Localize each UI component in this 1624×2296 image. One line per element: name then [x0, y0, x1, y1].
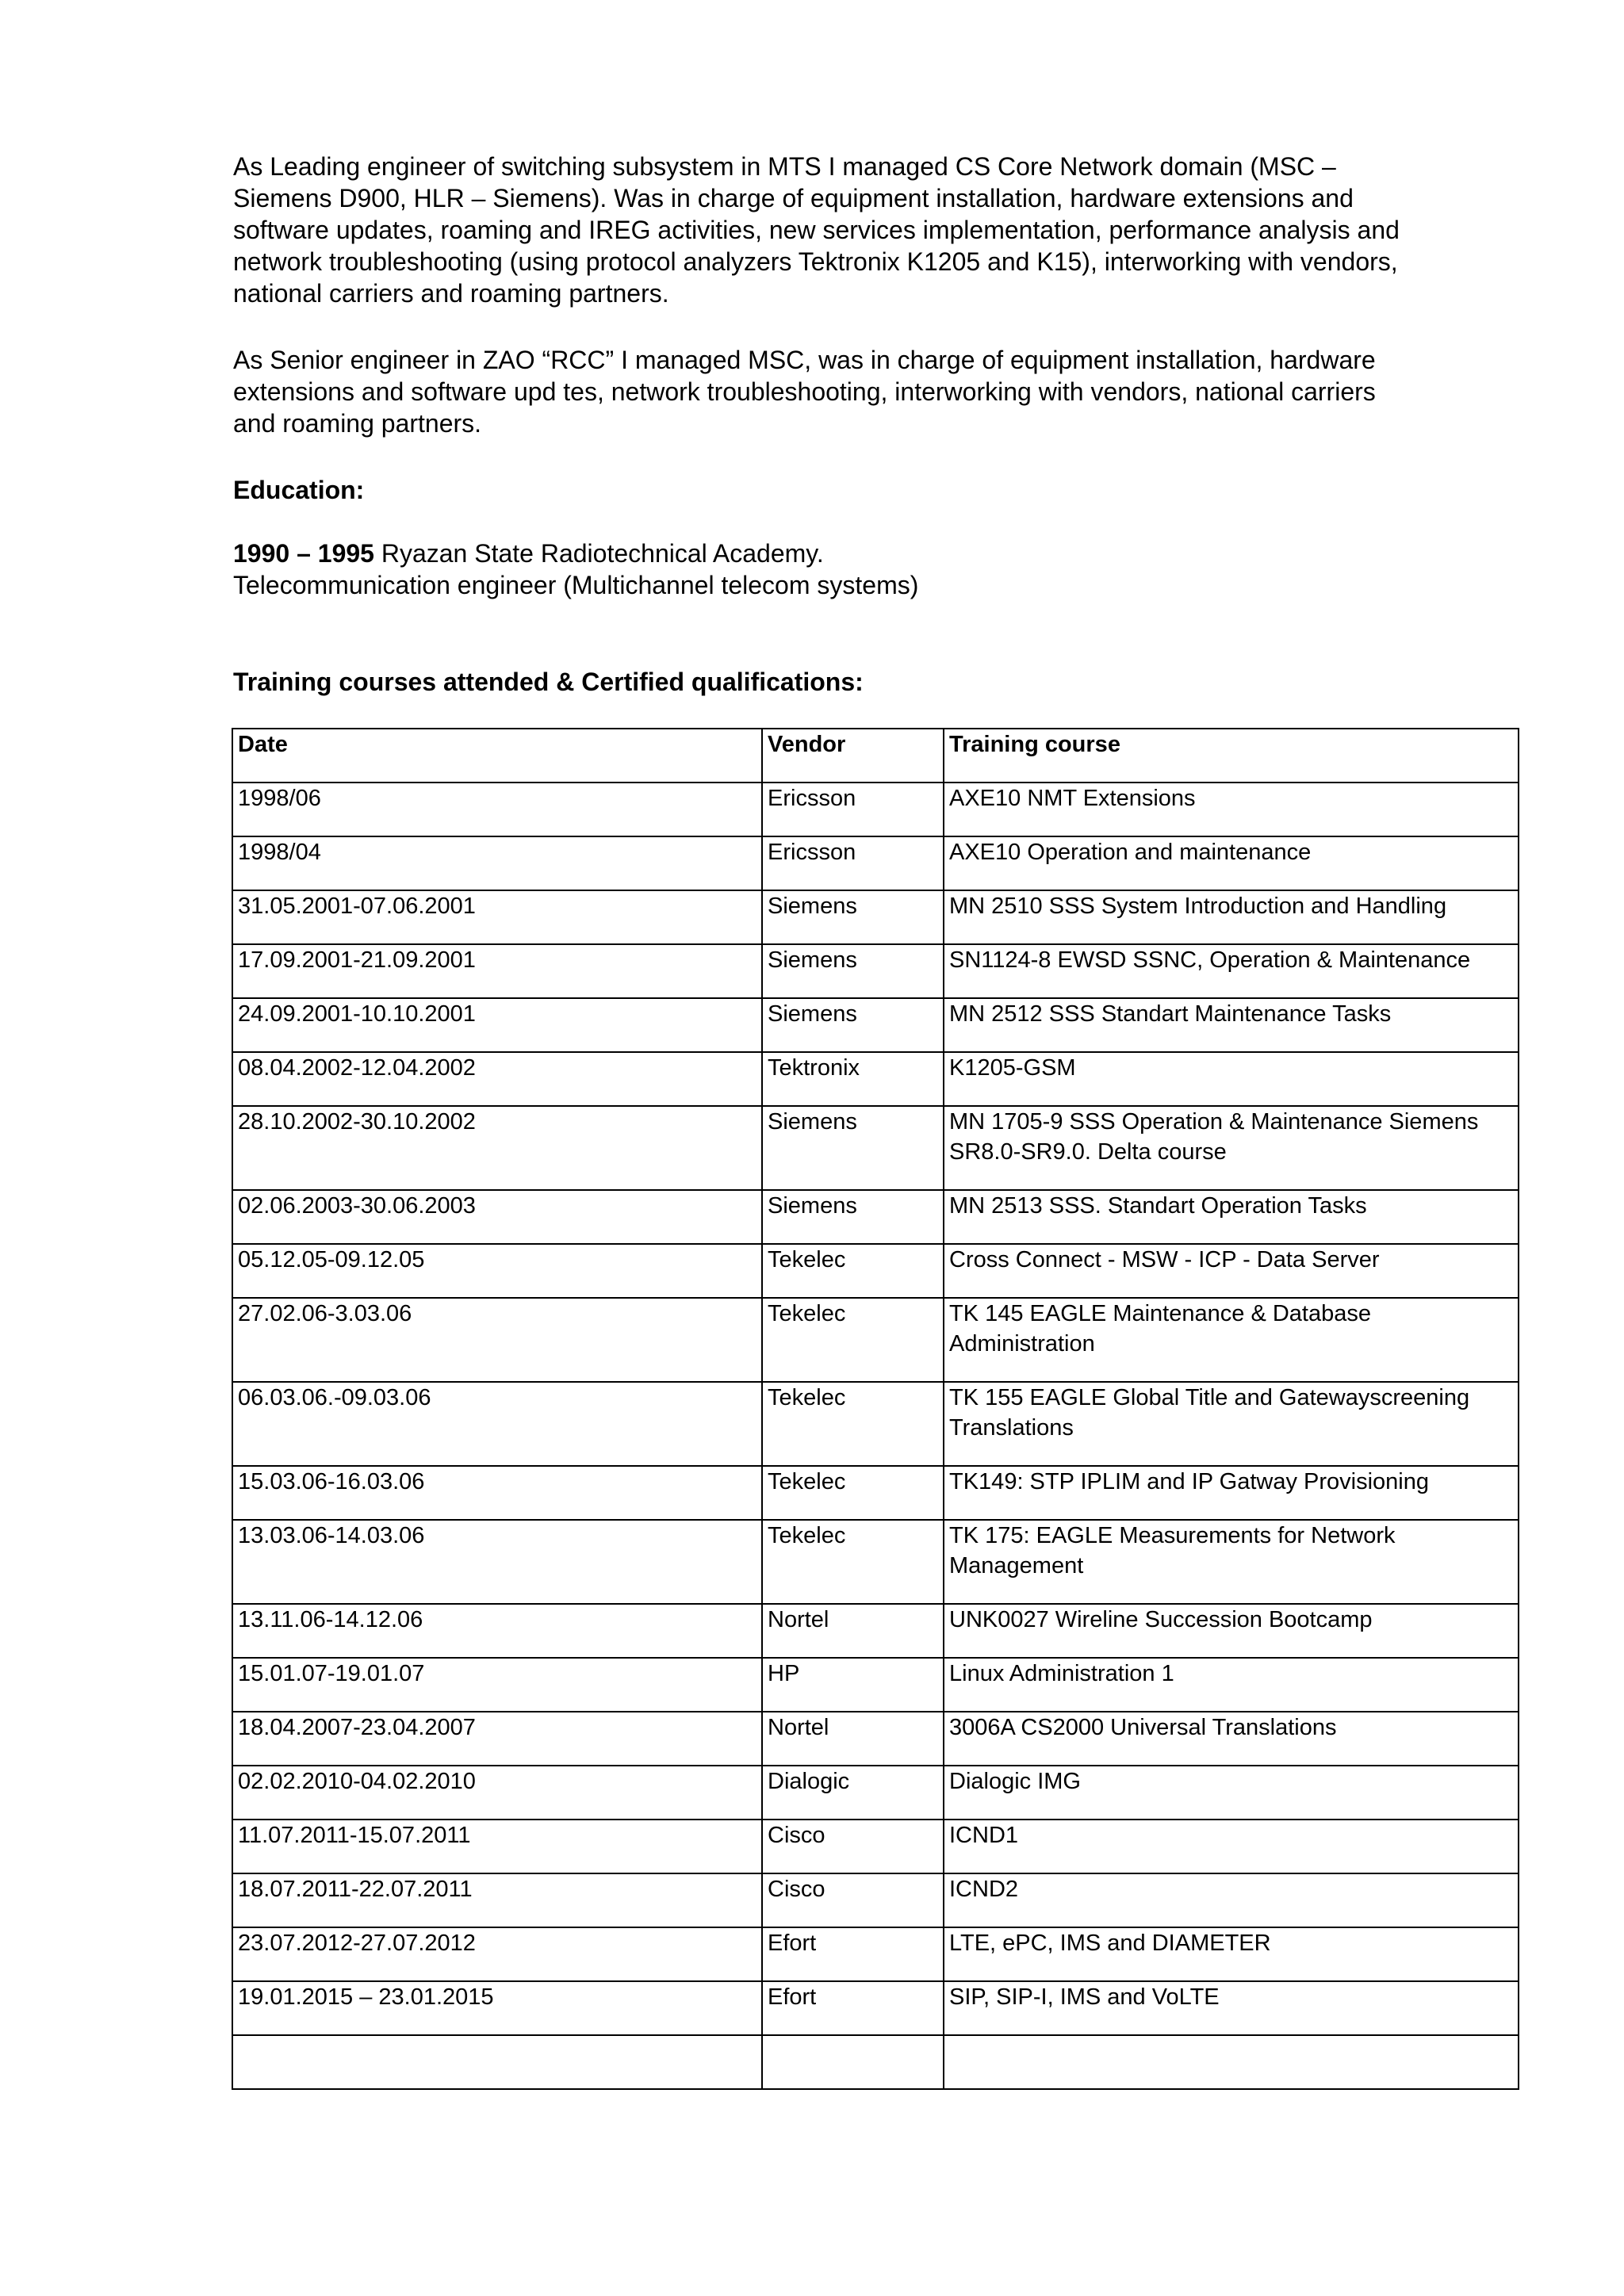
- table-row: [232, 890, 1519, 944]
- education-years-line: [233, 538, 918, 569]
- cell-course: [944, 1298, 1519, 1382]
- cell-vendor: Tekelec: [762, 1382, 944, 1466]
- cell-course: [944, 1820, 1519, 1873]
- paragraph-line: and roaming partners.: [233, 409, 482, 438]
- cell-vendor: Dialogic: [762, 1766, 944, 1820]
- training-table: [232, 728, 1519, 2090]
- cell-vendor: [762, 2035, 944, 2089]
- table-row: [232, 1106, 1519, 1190]
- training-heading: Training courses attended & Certified qualifications:: [233, 668, 864, 696]
- table-row: [232, 1604, 1519, 1658]
- cell-date: 02.02.2010-04.02.2010: [232, 1766, 762, 1820]
- mts-experience-paragraph: [233, 151, 1502, 309]
- education-degree: Telecommunication engineer (Multichannel telecom systems): [233, 571, 919, 599]
- cell-vendor: Tekelec: [762, 1466, 944, 1520]
- course-line: TK149: STP IPLIM and IP Gatway Provisioning: [949, 1469, 1430, 1494]
- cell-date: 24.09.2001-10.10.2001: [232, 998, 762, 1052]
- course-line: Management: [949, 1553, 1084, 1578]
- cell-date: 05.12.05-09.12.05: [232, 1244, 762, 1298]
- cell-vendor: Efort: [762, 1981, 944, 2035]
- cell-date: 11.07.2011-15.07.2011: [232, 1820, 762, 1873]
- table-row: [232, 998, 1519, 1052]
- cell-date: 18.04.2007-23.04.2007: [232, 1712, 762, 1766]
- column-header-course: Training course: [944, 729, 1519, 783]
- table-header-row: [232, 729, 1519, 783]
- cell-date: 15.03.06-16.03.06: [232, 1466, 762, 1520]
- table-row: [232, 2035, 1519, 2089]
- cell-course: [944, 2035, 1519, 2089]
- course-line: Translations: [949, 1415, 1074, 1441]
- cell-vendor: Tektronix: [762, 1052, 944, 1106]
- paragraph-line: network troubleshooting (using protocol analyzers Tektronix K1205 and K15), interworking with vendors,: [233, 247, 1398, 276]
- education-years: 1990 – 1995: [233, 539, 374, 568]
- cell-course: [944, 1052, 1519, 1106]
- table-row: [232, 1190, 1519, 1244]
- cell-date: 19.01.2015 – 23.01.2015: [232, 1981, 762, 2035]
- cell-course: [944, 1190, 1519, 1244]
- paragraph-line: extensions and software upd tes, network troubleshooting, interworking with vendors, national carriers: [233, 377, 1376, 406]
- cell-course: [944, 1981, 1519, 2035]
- course-line: UNK0027 Wireline Succession Bootcamp: [949, 1607, 1373, 1632]
- table-row: [232, 1382, 1519, 1466]
- cell-course: [944, 1520, 1519, 1604]
- cell-vendor: Siemens: [762, 944, 944, 998]
- course-line: MN 2512 SSS Standart Maintenance Tasks: [949, 1001, 1392, 1027]
- cell-vendor: HP: [762, 1658, 944, 1712]
- rcc-experience-paragraph: [233, 344, 1502, 439]
- cell-date: 17.09.2001-21.09.2001: [232, 944, 762, 998]
- table-row: [232, 783, 1519, 836]
- table-row: [232, 1520, 1519, 1604]
- cell-vendor: Tekelec: [762, 1244, 944, 1298]
- course-line: K1205-GSM: [949, 1055, 1076, 1081]
- cell-date: 08.04.2002-12.04.2002: [232, 1052, 762, 1106]
- cell-course: [944, 890, 1519, 944]
- cell-date: 13.11.06-14.12.06: [232, 1604, 762, 1658]
- table-row: [232, 1298, 1519, 1382]
- cell-date: [232, 2035, 762, 2089]
- column-header-vendor: Vendor: [762, 729, 944, 783]
- cell-course: [944, 1712, 1519, 1766]
- cell-date: 1998/04: [232, 836, 762, 890]
- cell-course: [944, 1106, 1519, 1190]
- course-line: MN 2510 SSS System Introduction and Handling: [949, 894, 1447, 919]
- cell-course: [944, 1466, 1519, 1520]
- course-line: SN1124-8 EWSD SSNC, Operation & Maintenance: [949, 947, 1471, 973]
- course-line: ICND2: [949, 1877, 1019, 1902]
- cell-vendor: Tekelec: [762, 1298, 944, 1382]
- table-row: [232, 1052, 1519, 1106]
- cell-vendor: Ericsson: [762, 783, 944, 836]
- cell-date: 18.07.2011-22.07.2011: [232, 1873, 762, 1927]
- column-header-date: Date: [232, 729, 762, 783]
- table-row: [232, 1244, 1519, 1298]
- cell-vendor: Siemens: [762, 890, 944, 944]
- cell-vendor: Nortel: [762, 1712, 944, 1766]
- course-line: Administration: [949, 1331, 1095, 1357]
- table-row: [232, 1466, 1519, 1520]
- course-line: TK 175: EAGLE Measurements for Network: [949, 1523, 1396, 1548]
- cell-vendor: Cisco: [762, 1820, 944, 1873]
- cell-vendor: Siemens: [762, 1190, 944, 1244]
- cell-date: 13.03.06-14.03.06: [232, 1520, 762, 1604]
- cell-course: [944, 1244, 1519, 1298]
- course-line: MN 2513 SSS. Standart Operation Tasks: [949, 1193, 1367, 1219]
- table-row: [232, 1927, 1519, 1981]
- cell-vendor: Siemens: [762, 1106, 944, 1190]
- paragraph-line: As Senior engineer in ZAO “RCC” I managed MSC, was in charge of equipment installation, hardware: [233, 346, 1376, 374]
- cell-vendor: Efort: [762, 1927, 944, 1981]
- cell-course: [944, 1604, 1519, 1658]
- cell-course: [944, 1873, 1519, 1927]
- cell-date: 28.10.2002-30.10.2002: [232, 1106, 762, 1190]
- table-row: [232, 944, 1519, 998]
- course-line: LTE, ePC, IMS and DIAMETER: [949, 1931, 1271, 1956]
- training-table-body: [232, 783, 1519, 2089]
- cell-date: 02.06.2003-30.06.2003: [232, 1190, 762, 1244]
- cell-vendor: Tekelec: [762, 1520, 944, 1604]
- course-line: Linux Administration 1: [949, 1661, 1174, 1686]
- cell-course: [944, 836, 1519, 890]
- table-row: [232, 1981, 1519, 2035]
- cell-date: 06.03.06.-09.03.06: [232, 1382, 762, 1466]
- table-row: [232, 1712, 1519, 1766]
- course-line: 3006A CS2000 Universal Translations: [949, 1715, 1337, 1740]
- paragraph-line: national carriers and roaming partners.: [233, 279, 669, 308]
- course-line: SR8.0-SR9.0. Delta course: [949, 1139, 1227, 1165]
- course-line: Cross Connect - MSW - ICP - Data Server: [949, 1247, 1380, 1272]
- cell-date: 23.07.2012-27.07.2012: [232, 1927, 762, 1981]
- cell-course: [944, 998, 1519, 1052]
- table-row: [232, 1766, 1519, 1820]
- cell-date: 27.02.06-3.03.06: [232, 1298, 762, 1382]
- cell-course: [944, 1658, 1519, 1712]
- course-line: AXE10 NMT Extensions: [949, 786, 1196, 811]
- course-line: TK 145 EAGLE Maintenance & Database: [949, 1301, 1371, 1326]
- table-row: [232, 1873, 1519, 1927]
- education-institution: Ryazan State Radiotechnical Academy.: [373, 539, 824, 568]
- course-line: AXE10 Operation and maintenance: [949, 840, 1312, 865]
- cell-date: 1998/06: [232, 783, 762, 836]
- course-line: Dialogic IMG: [949, 1769, 1081, 1794]
- table-row: [232, 836, 1519, 890]
- education-heading: Education:: [233, 476, 365, 504]
- cell-vendor: Cisco: [762, 1873, 944, 1927]
- cell-date: 31.05.2001-07.06.2001: [232, 890, 762, 944]
- cell-course: [944, 783, 1519, 836]
- course-line: MN 1705-9 SSS Operation & Maintenance Siemens: [949, 1109, 1479, 1135]
- paragraph-line: software updates, roaming and IREG activities, new services implementation, performance analysis and: [233, 216, 1400, 244]
- cell-vendor: Nortel: [762, 1604, 944, 1658]
- education-entry: [233, 538, 918, 601]
- cell-date: 15.01.07-19.01.07: [232, 1658, 762, 1712]
- course-line: TK 155 EAGLE Global Title and Gatewayscreening: [949, 1385, 1470, 1410]
- cell-course: [944, 944, 1519, 998]
- table-row: [232, 1658, 1519, 1712]
- paragraph-line: As Leading engineer of switching subsystem in MTS I managed CS Core Network domain (MSC –: [233, 152, 1336, 181]
- cell-vendor: Siemens: [762, 998, 944, 1052]
- table-row: [232, 1820, 1519, 1873]
- course-line: SIP, SIP-I, IMS and VoLTE: [949, 1984, 1220, 2010]
- cell-course: [944, 1766, 1519, 1820]
- cell-course: [944, 1927, 1519, 1981]
- cell-vendor: Ericsson: [762, 836, 944, 890]
- cell-course: [944, 1382, 1519, 1466]
- paragraph-line: Siemens D900, HLR – Siemens). Was in charge of equipment installation, hardware extensions and: [233, 184, 1354, 212]
- course-line: ICND1: [949, 1823, 1019, 1848]
